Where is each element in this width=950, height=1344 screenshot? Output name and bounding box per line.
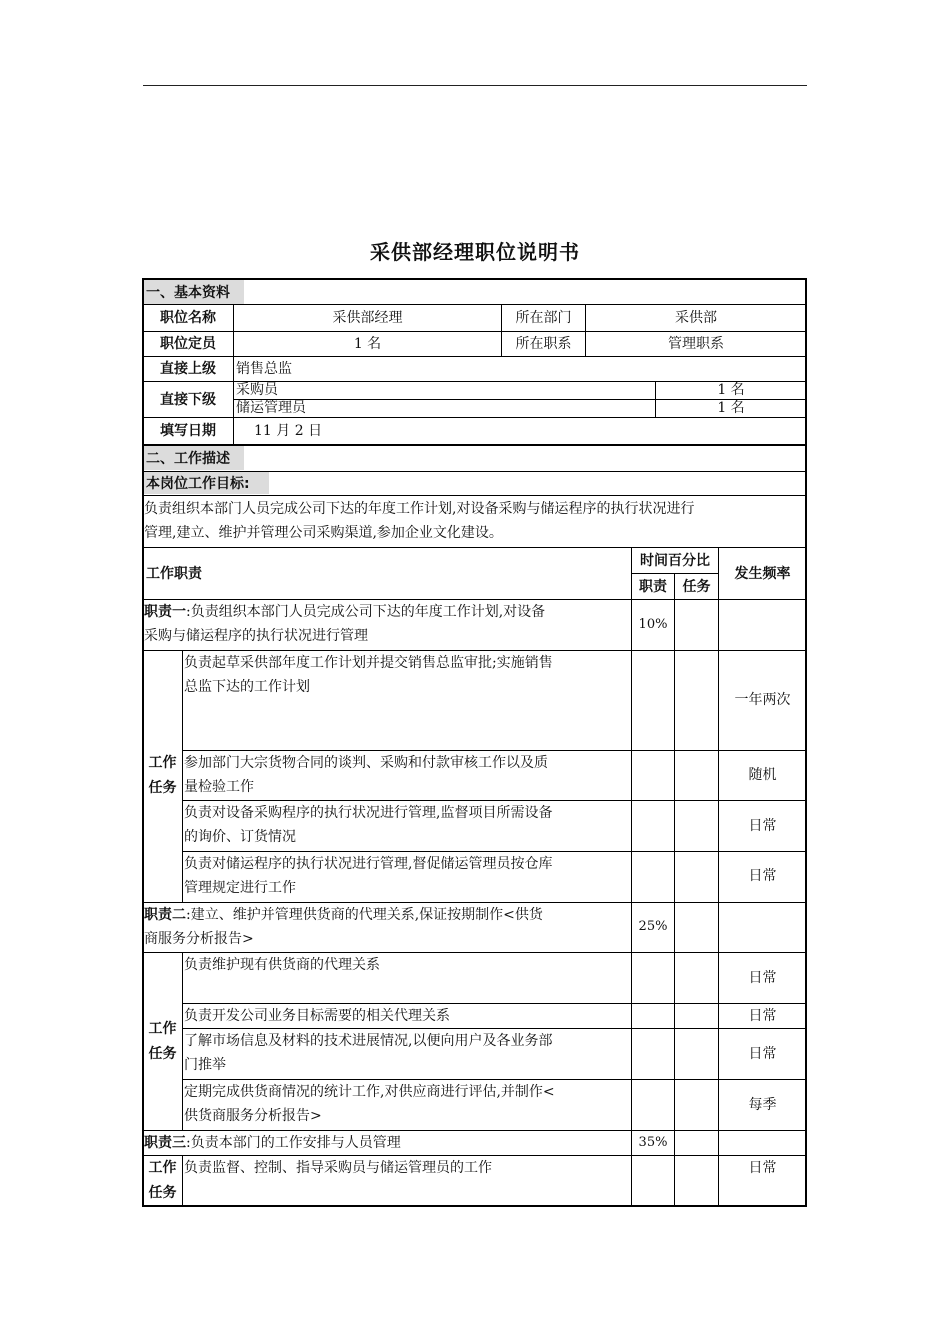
task-label: 工作 [148, 1021, 177, 1037]
task-text: 供货商服务分析报告> [184, 1108, 322, 1124]
task-frequency: 随机 [748, 767, 777, 783]
label-headcount: 职位定员 [160, 336, 216, 352]
task-text: 负责维护现有供货商的代理关系 [184, 957, 380, 973]
col-header-task-short: 任务 [682, 579, 711, 595]
duty-percentage: 25% [638, 919, 668, 934]
task-text: 定期完成供货商情况的统计工作,对供应商进行评估,并制作< [184, 1084, 555, 1100]
subordinate-count: 1 名 [717, 400, 745, 416]
duty-prefix: 职责三 [144, 1135, 186, 1151]
duty-row [144, 904, 543, 926]
value-superior: 销售总监 [236, 361, 292, 377]
task-text: 负责对设备采购程序的执行状况进行管理,监督项目所需设备 [184, 805, 553, 821]
task-frequency: 日常 [748, 1008, 777, 1024]
task-frequency: 每季 [748, 1097, 777, 1113]
value-fill-date: 11 月 2 日 [254, 423, 323, 439]
task-frequency: 日常 [748, 970, 777, 986]
section1-heading: 一、基本资料 [146, 285, 230, 301]
header-rule [143, 85, 807, 86]
task-frequency: 日常 [748, 818, 777, 834]
task-frequency: 日常 [748, 1046, 777, 1062]
label-fill-date: 填写日期 [160, 423, 216, 439]
task-text: 了解市场信息及材料的技术进展情况,以便向用户及各业务部 [184, 1033, 553, 1049]
task-text: 参加部门大宗货物合同的谈判、采购和付款审核工作以及质 [184, 755, 548, 771]
task-text: 负责对储运程序的执行状况进行管理,督促储运管理员按仓库 [184, 856, 553, 872]
goal-text-line: 负责组织本部门人员完成公司下达的年度工作计划,对设备采购与储运程序的执行状况进行 [144, 501, 695, 517]
task-text: 总监下达的工作计划 [184, 679, 310, 695]
value-position-name: 采供部经理 [332, 310, 403, 326]
label-position-name: 职位名称 [160, 310, 216, 326]
task-text: 量检验工作 [184, 779, 254, 795]
task-text: 管理规定进行工作 [184, 880, 296, 896]
col-header-duty: 工作职责 [146, 566, 202, 582]
task-text: 门推举 [184, 1057, 226, 1073]
page-title: 采供部经理职位说明书 [370, 240, 580, 264]
col-header-time-pct: 时间百分比 [640, 553, 710, 569]
value-headcount: 1 名 [353, 336, 382, 352]
duty-text: :负责本部门的工作安排与人员管理 [186, 1135, 401, 1151]
goal-label: 本岗位工作目标: [146, 476, 250, 492]
task-frequency: 日常 [748, 868, 777, 884]
duty-text: 商服务分析报告> [144, 931, 254, 947]
duty-percentage: 10% [638, 617, 668, 632]
section2-heading: 二、工作描述 [146, 451, 230, 467]
subordinate-count: 1 名 [717, 382, 745, 398]
duty-text: :负责组织本部门人员完成公司下达的年度工作计划,对设备 [186, 604, 546, 620]
task-frequency: 一年两次 [734, 692, 791, 708]
value-department: 采供部 [675, 310, 717, 326]
subordinate-name: 采购员 [236, 382, 278, 398]
value-job-family: 管理职系 [668, 336, 724, 352]
task-frequency: 日常 [748, 1160, 777, 1176]
task-label: 任务 [148, 1046, 177, 1062]
goal-text-line: 管理,建立、维护并管理公司采购渠道,参加企业文化建设。 [144, 525, 503, 541]
task-text: 负责开发公司业务目标需要的相关代理关系 [184, 1008, 450, 1024]
label-superior: 直接上级 [160, 361, 216, 377]
label-job-family: 所在职系 [515, 336, 572, 352]
col-header-duty-short: 职责 [639, 579, 667, 595]
duty-percentage: 35% [638, 1135, 668, 1150]
task-text: 负责监督、控制、指导采购员与储运管理员的工作 [184, 1160, 492, 1176]
duty-row [144, 601, 545, 623]
task-label: 任务 [148, 1185, 177, 1201]
label-subordinates: 直接下级 [160, 392, 216, 408]
task-label: 任务 [148, 780, 177, 796]
duty-text: :建立、维护并管理供货商的代理关系,保证按期制作<供货 [186, 907, 543, 923]
col-header-frequency: 发生频率 [734, 566, 791, 582]
duty-text: 采购与储运程序的执行状况进行管理 [144, 628, 368, 644]
task-label: 工作 [148, 1160, 177, 1176]
label-department: 所在部门 [515, 310, 572, 326]
duty-row [144, 1132, 401, 1154]
task-text: 负责起草采供部年度工作计划并提交销售总监审批;实施销售 [184, 655, 553, 671]
subordinate-name: 储运管理员 [236, 400, 306, 416]
task-text: 的询价、订货情况 [184, 829, 296, 845]
duty-prefix: 职责二 [144, 907, 186, 923]
task-label: 工作 [148, 755, 177, 771]
duty-prefix: 职责一 [144, 604, 186, 620]
